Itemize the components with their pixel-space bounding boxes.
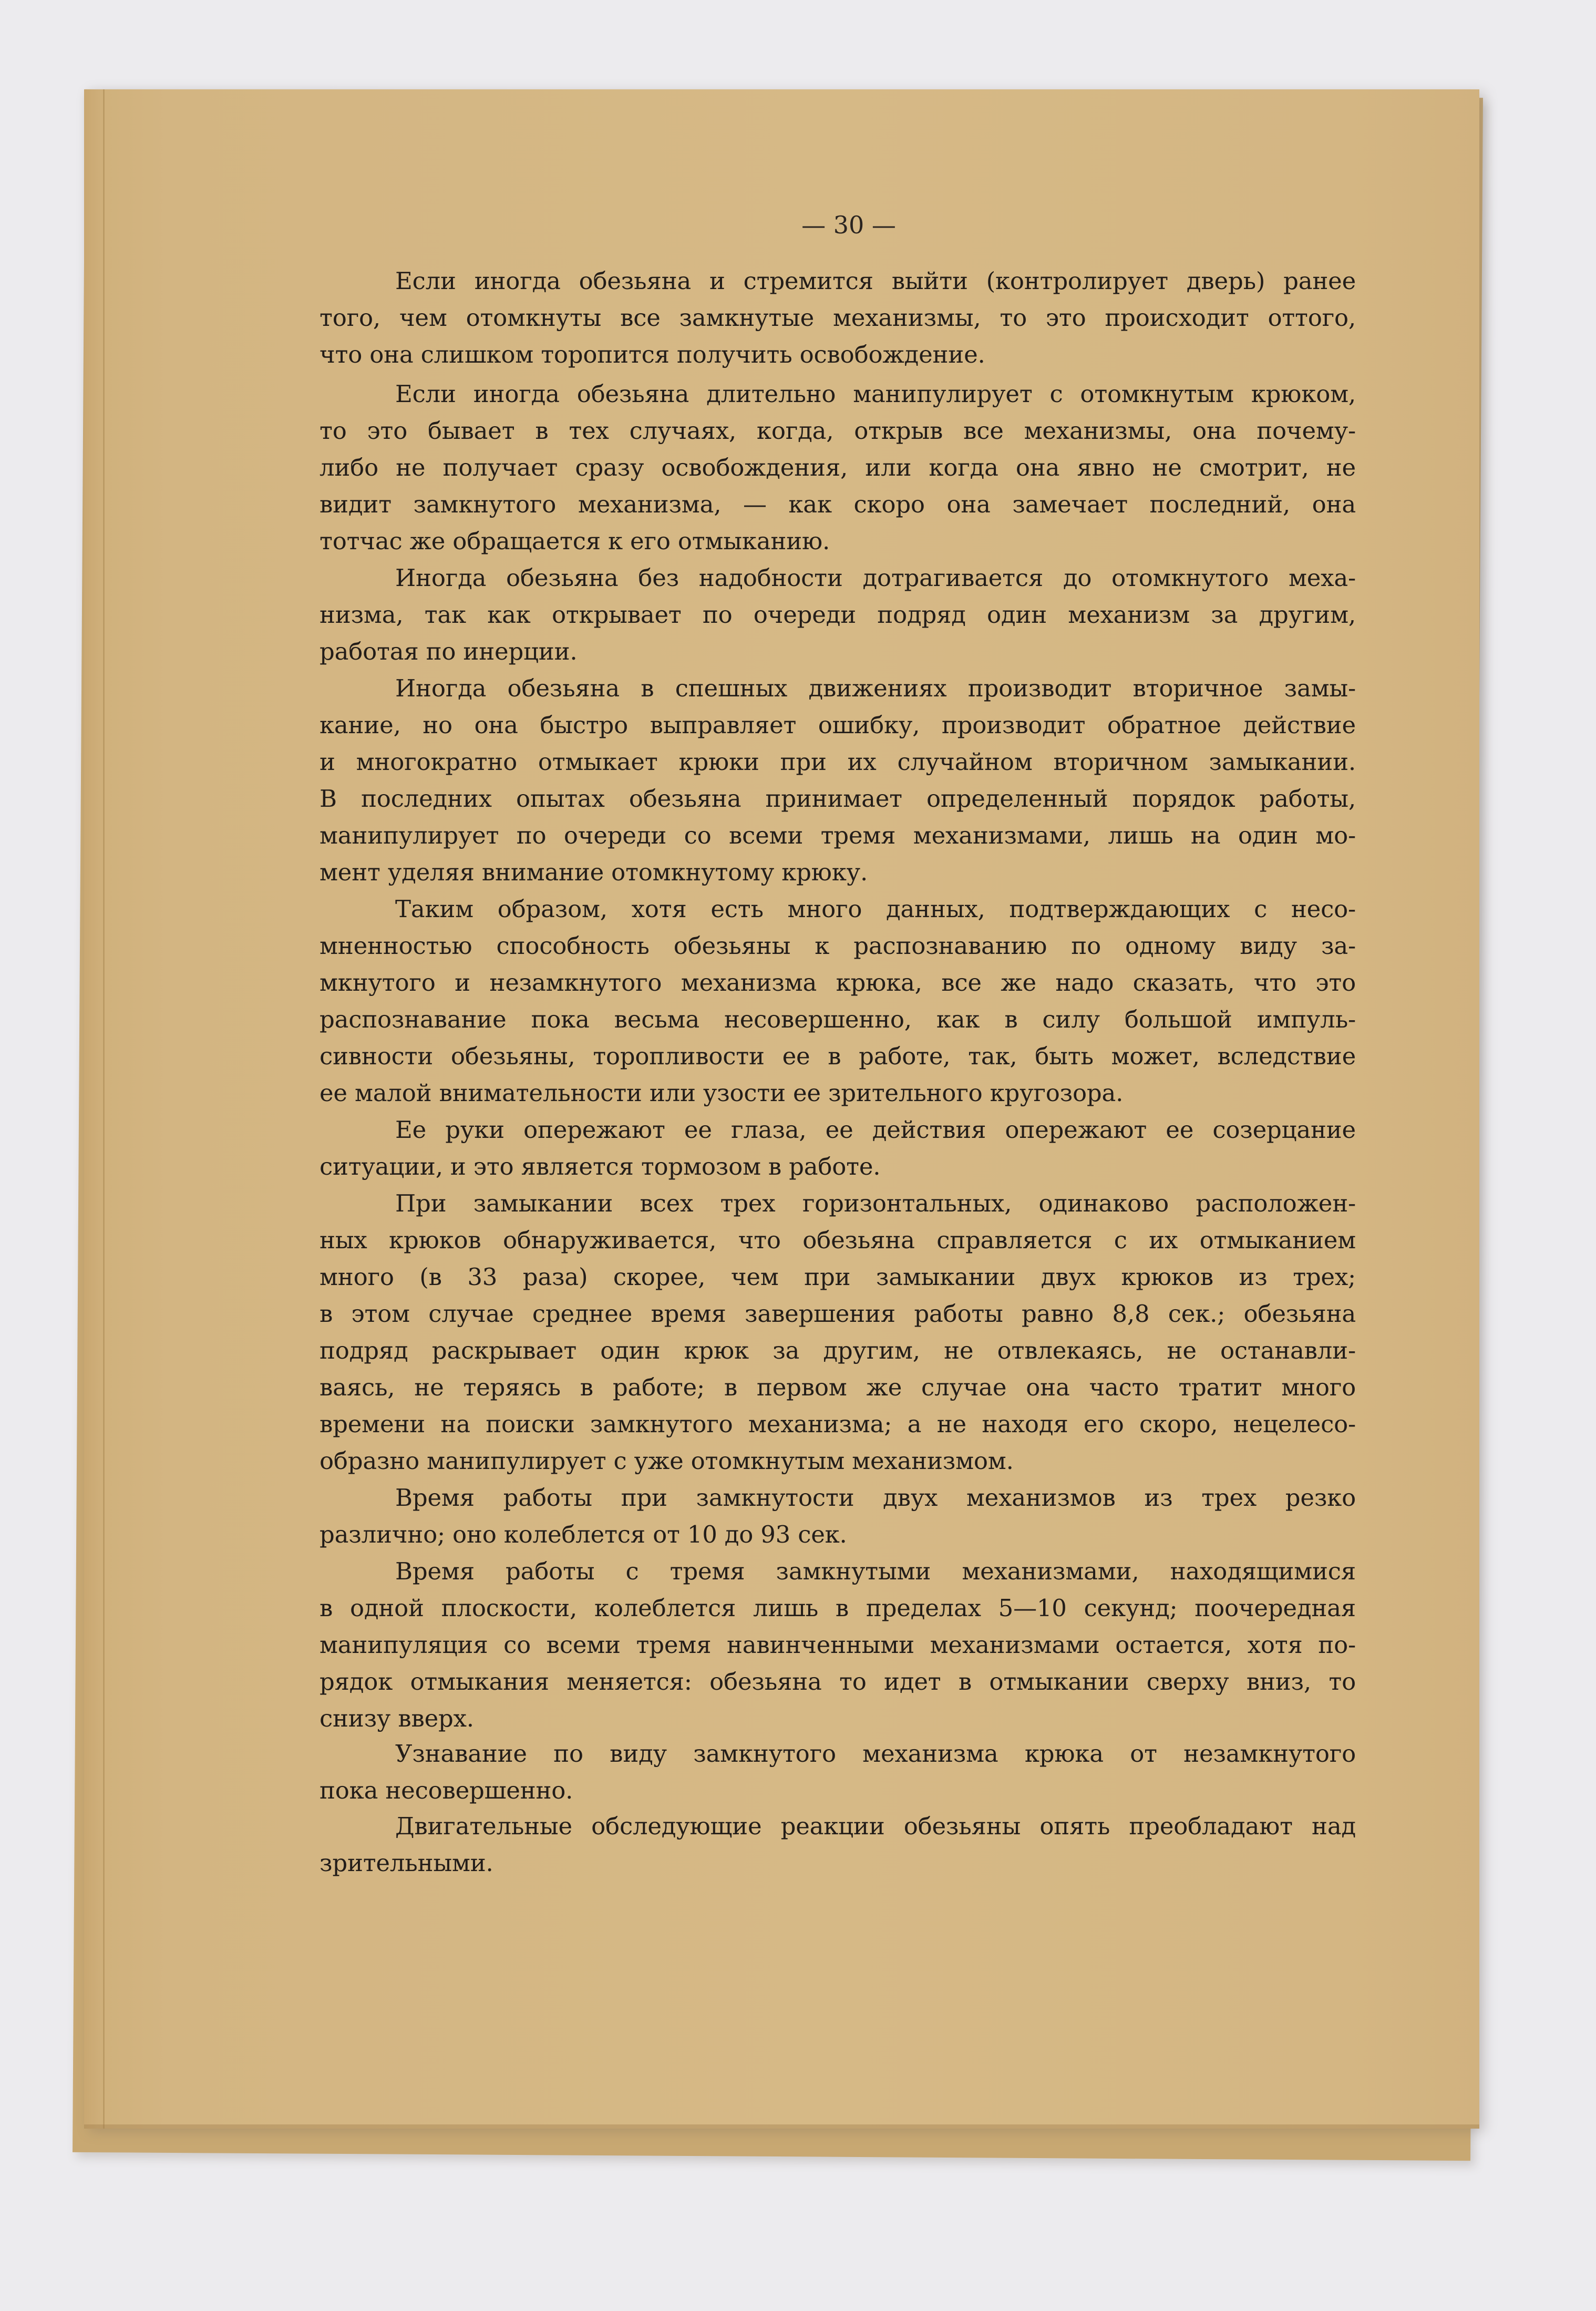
- text-line: низма, так как открывает по очереди подряд один механизм за другим,: [320, 601, 1356, 629]
- text-line: образно манипулирует с уже отомкнутым механизмом.: [320, 1447, 1014, 1475]
- page-number: — 30 —: [801, 211, 896, 239]
- text-line: Если иногда обезьяна и стремится выйти (контролирует дверь) ранее: [395, 267, 1356, 295]
- text-line: подряд раскрывает один крюк за другим, не отвлекаясь, не останавли-: [320, 1337, 1356, 1364]
- text-line: В последних опытах обезьяна принимает определенный порядок работы,: [320, 785, 1356, 813]
- text-line: различно; оно колеблется от 10 до 93 сек.: [320, 1521, 847, 1548]
- text-line: в этом случае среднее время завершения работы равно 8,8 сек.; обезьяна: [320, 1300, 1356, 1328]
- text-line: то это бывает в тех случаях, когда, открыв все механизмы, она почему-: [320, 417, 1356, 445]
- text-line: много (в 33 раза) скорее, чем при замыкании двух крюков из трех;: [320, 1263, 1356, 1291]
- text-line: При замыкании всех трех горизонтальных, одинаково расположен-: [395, 1189, 1356, 1217]
- text-line: снизу вверх.: [320, 1704, 474, 1732]
- text-line: манипулирует по очереди со всеми тремя механизмами, лишь на один мо-: [320, 821, 1356, 849]
- text-line: работая по инерции.: [320, 638, 578, 665]
- text-line: сивности обезьяны, торопливости ее в работе, так, быть может, вследствие: [320, 1042, 1356, 1070]
- text-line: Если иногда обезьяна длительно манипулирует с отомкнутым крюком,: [395, 380, 1356, 408]
- text-line: времени на поиски замкнутого механизма; а не находя его скоро, нецелесо-: [320, 1410, 1356, 1438]
- text-line: того, чем отомкнуты все замкнутые механизмы, то это происходит оттого,: [320, 304, 1356, 332]
- text-line: либо не получает сразу освобождения, или когда она явно не смотрит, не: [320, 454, 1356, 481]
- text-line: и многократно отмыкает крюки при их случайном вторичном замыкании.: [320, 748, 1356, 776]
- text-line: ситуации, и это является тормозом в работе.: [320, 1153, 881, 1180]
- text-line: видит замкнутого механизма, — как скоро она замечает последний, она: [320, 490, 1356, 518]
- text-line: Иногда обезьяна в спешных движениях производит вторичное замы-: [395, 674, 1356, 702]
- text-line: Узнавание по виду замкнутого механизма крюка от незамкнутого: [395, 1740, 1356, 1768]
- text-line: Время работы с тремя замкнутыми механизмами, находящимися: [395, 1557, 1356, 1585]
- text-line: Ее руки опережают ее глаза, ее действия опережают ее созерцание: [395, 1116, 1356, 1144]
- text-line: мкнутого и незамкнутого механизма крюка, все же надо сказать, что это: [320, 969, 1356, 997]
- text-line: ваясь, не теряясь в работе; в первом же случае она часто тратит много: [320, 1373, 1356, 1401]
- text-line: Время работы при замкнутости двух механизмов из трех резко: [395, 1484, 1356, 1512]
- text-line: Таким образом, хотя есть много данных, подтверждающих с несо-: [395, 895, 1356, 923]
- text-line: ее малой внимательности или узости ее зрительного кругозора.: [320, 1079, 1124, 1107]
- text-line: что она слишком торопится получить освобождение.: [320, 341, 985, 368]
- text-line: рядок отмыкания меняется: обезьяна то идет в отмыкании сверху вниз, то: [320, 1668, 1356, 1696]
- text-line: мент уделяя внимание отомкнутому крюку.: [320, 858, 868, 886]
- text-line: зрительными.: [320, 1849, 493, 1877]
- text-line: ных крюков обнаруживается, что обезьяна справляется с их отмыканием: [320, 1226, 1356, 1254]
- text-line: тотчас же обращается к его отмыканию.: [320, 527, 830, 555]
- text-line: распознавание пока весьма несовершенно, как в силу большой импуль-: [320, 1005, 1356, 1033]
- text-line: кание, но она быстро выправляет ошибку, производит обратное действие: [320, 711, 1356, 739]
- text-line: манипуляция со всеми тремя навинченными механизмами остается, хотя по-: [320, 1631, 1356, 1659]
- text-line: Двигательные обследующие реакции обезьяны опять преобладают над: [395, 1812, 1356, 1840]
- text-line: в одной плоскости, колеблется лишь в пределах 5—10 секунд; поочередная: [320, 1594, 1356, 1622]
- text-line: Иногда обезьяна без надобности дотрагивается до отомкнутого меха-: [395, 564, 1356, 592]
- text-line: пока несовершенно.: [320, 1776, 573, 1804]
- text-line: мненностью способность обезьяны к распознаванию по одному виду за-: [320, 932, 1356, 960]
